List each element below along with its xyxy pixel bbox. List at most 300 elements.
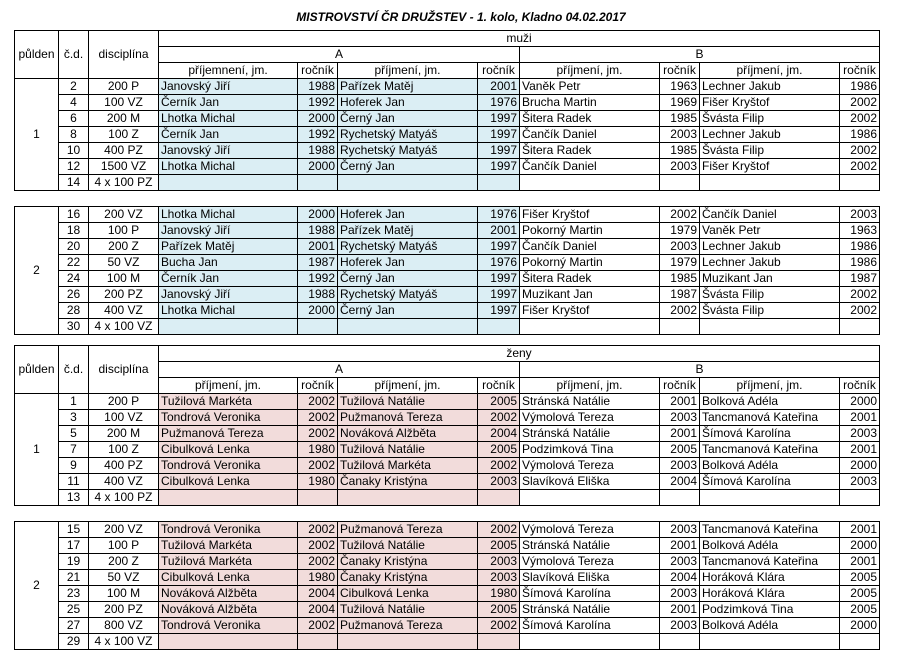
event-number: 10 bbox=[59, 143, 89, 159]
table-row bbox=[15, 271, 880, 287]
athlete-name: Černík Jan bbox=[159, 127, 298, 143]
athlete-name: Janovský Jiří bbox=[159, 287, 298, 303]
birth-year bbox=[478, 490, 520, 506]
athlete-name: Horáková Klára bbox=[700, 586, 840, 602]
table-row bbox=[15, 79, 880, 95]
birth-year: 2000 bbox=[840, 618, 880, 634]
birth-year: 2005 bbox=[840, 602, 880, 618]
birth-year: 2004 bbox=[660, 570, 700, 586]
birth-year: 2002 bbox=[840, 95, 880, 111]
header-team-a: A bbox=[159, 47, 520, 63]
athlete-name: Tužilová Natálie bbox=[338, 538, 478, 554]
page-title: MISTROVSTVÍ ČR DRUŽSTEV - 1. kolo, Kladno 04.02.2017 bbox=[296, 10, 626, 24]
header-rocnik: ročník bbox=[478, 63, 520, 79]
athlete-name: Lhotka Michal bbox=[159, 207, 298, 223]
table-row bbox=[15, 634, 880, 650]
discipline: 200 M bbox=[89, 111, 159, 127]
birth-year: 1988 bbox=[298, 79, 338, 95]
athlete-name: Šímová Karolína bbox=[520, 618, 660, 634]
birth-year: 2003 bbox=[840, 207, 880, 223]
table-row bbox=[15, 111, 880, 127]
birth-year: 2002 bbox=[478, 410, 520, 426]
athlete-name: Fišer Kryštof bbox=[700, 95, 840, 111]
athlete-name: Rychetský Matyáš bbox=[338, 239, 478, 255]
athlete-name: Bolková Adéla bbox=[700, 394, 840, 410]
athlete-name bbox=[338, 634, 478, 650]
birth-year bbox=[298, 319, 338, 335]
discipline: 100 Z bbox=[89, 442, 159, 458]
event-number: 30 bbox=[59, 319, 89, 335]
birth-year bbox=[298, 175, 338, 191]
athlete-name: Černík Jan bbox=[159, 95, 298, 111]
athlete-name: Pužmanová Tereza bbox=[159, 426, 298, 442]
athlete-name: Pokorný Martin bbox=[520, 223, 660, 239]
birth-year: 2005 bbox=[478, 602, 520, 618]
birth-year: 2005 bbox=[840, 586, 880, 602]
header-name: příjemnení, jm. bbox=[159, 63, 298, 79]
athlete-name: Švásta Filip bbox=[700, 143, 840, 159]
athlete-name: Pokorný Martin bbox=[520, 255, 660, 271]
birth-year: 2002 bbox=[298, 394, 338, 410]
birth-year: 2005 bbox=[840, 570, 880, 586]
table-row bbox=[15, 586, 880, 602]
table-row bbox=[15, 474, 880, 490]
athlete-name: Tužilová Natálie bbox=[338, 394, 478, 410]
table-row bbox=[15, 442, 880, 458]
birth-year: 1997 bbox=[478, 159, 520, 175]
event-number: 19 bbox=[59, 554, 89, 570]
athlete-name: Bucha Jan bbox=[159, 255, 298, 271]
birth-year: 2000 bbox=[298, 111, 338, 127]
athlete-name: Pařízek Matěj bbox=[159, 239, 298, 255]
birth-year: 1976 bbox=[478, 255, 520, 271]
discipline: 200 PZ bbox=[89, 602, 159, 618]
birth-year: 2002 bbox=[298, 538, 338, 554]
birth-year: 1997 bbox=[478, 303, 520, 319]
birth-year bbox=[478, 634, 520, 650]
athlete-name: Švásta Filip bbox=[700, 287, 840, 303]
birth-year: 1997 bbox=[478, 239, 520, 255]
athlete-name bbox=[520, 175, 660, 191]
event-number: 9 bbox=[59, 458, 89, 474]
table-row bbox=[15, 255, 880, 271]
half-day-label: 1 bbox=[15, 394, 59, 506]
birth-year: 2004 bbox=[298, 602, 338, 618]
birth-year bbox=[840, 634, 880, 650]
athlete-name: Čančík Daniel bbox=[520, 159, 660, 175]
athlete-name bbox=[159, 490, 298, 506]
discipline: 100 VZ bbox=[89, 95, 159, 111]
birth-year: 2000 bbox=[298, 207, 338, 223]
athlete-name: Podzimková Tina bbox=[520, 442, 660, 458]
table-row bbox=[15, 239, 880, 255]
birth-year: 1997 bbox=[478, 143, 520, 159]
birth-year: 1980 bbox=[298, 474, 338, 490]
birth-year: 2000 bbox=[840, 458, 880, 474]
athlete-name bbox=[338, 490, 478, 506]
event-number: 29 bbox=[59, 634, 89, 650]
athlete-name: Šímová Karolína bbox=[700, 474, 840, 490]
table-row bbox=[15, 303, 880, 319]
discipline: 800 VZ bbox=[89, 618, 159, 634]
athlete-name: Vaněk Petr bbox=[700, 223, 840, 239]
athlete-name: Bolková Adéla bbox=[700, 618, 840, 634]
athlete-name: Horáková Klára bbox=[700, 570, 840, 586]
athlete-name: Stránská Natálie bbox=[520, 602, 660, 618]
birth-year: 2003 bbox=[478, 570, 520, 586]
birth-year: 2001 bbox=[840, 554, 880, 570]
results-table-women bbox=[14, 345, 880, 650]
discipline: 1500 VZ bbox=[89, 159, 159, 175]
birth-year: 1997 bbox=[478, 287, 520, 303]
birth-year bbox=[298, 634, 338, 650]
table-row bbox=[15, 602, 880, 618]
athlete-name: Hoferek Jan bbox=[338, 255, 478, 271]
athlete-name: Tužilová Markéta bbox=[159, 538, 298, 554]
header-cd: č.d. bbox=[59, 31, 89, 79]
athlete-name: Tancmanová Kateřina bbox=[700, 442, 840, 458]
event-number: 18 bbox=[59, 223, 89, 239]
discipline: 4 x 100 PZ bbox=[89, 490, 159, 506]
discipline: 100 P bbox=[89, 538, 159, 554]
birth-year: 2001 bbox=[478, 223, 520, 239]
birth-year: 2002 bbox=[840, 159, 880, 175]
table-row bbox=[15, 554, 880, 570]
header-name: příjmení, jm. bbox=[159, 378, 298, 394]
athlete-name: Fišer Kryštof bbox=[520, 303, 660, 319]
birth-year: 2000 bbox=[298, 303, 338, 319]
athlete-name: Muzikant Jan bbox=[700, 271, 840, 287]
birth-year: 1997 bbox=[478, 127, 520, 143]
event-number: 6 bbox=[59, 111, 89, 127]
birth-year: 2003 bbox=[840, 426, 880, 442]
athlete-name: Černý Jan bbox=[338, 111, 478, 127]
athlete-name: Čanaky Kristýna bbox=[338, 554, 478, 570]
header-rocnik: ročník bbox=[840, 378, 880, 394]
athlete-name: Šitera Radek bbox=[520, 111, 660, 127]
discipline: 200 VZ bbox=[89, 207, 159, 223]
birth-year: 1980 bbox=[298, 570, 338, 586]
birth-year: 2000 bbox=[840, 538, 880, 554]
results-table-men bbox=[14, 30, 880, 335]
athlete-name bbox=[520, 319, 660, 335]
birth-year: 2003 bbox=[660, 458, 700, 474]
birth-year: 1979 bbox=[660, 223, 700, 239]
table-row bbox=[15, 458, 880, 474]
athlete-name: Šímová Karolína bbox=[520, 586, 660, 602]
discipline: 100 P bbox=[89, 223, 159, 239]
athlete-name bbox=[159, 634, 298, 650]
birth-year: 2002 bbox=[840, 287, 880, 303]
athlete-name: Cibulková Lenka bbox=[159, 442, 298, 458]
birth-year: 2002 bbox=[298, 554, 338, 570]
athlete-name: Tužilová Markéta bbox=[159, 554, 298, 570]
athlete-name: Pužmanová Tereza bbox=[338, 618, 478, 634]
discipline: 400 VZ bbox=[89, 303, 159, 319]
athlete-name: Černý Jan bbox=[338, 159, 478, 175]
discipline: 100 VZ bbox=[89, 410, 159, 426]
event-number: 20 bbox=[59, 239, 89, 255]
table-row bbox=[15, 426, 880, 442]
birth-year: 2002 bbox=[298, 618, 338, 634]
discipline: 400 PZ bbox=[89, 143, 159, 159]
birth-year: 2003 bbox=[840, 474, 880, 490]
birth-year: 2003 bbox=[660, 410, 700, 426]
athlete-name: Slavíková Eliška bbox=[520, 570, 660, 586]
athlete-name: Hoferek Jan bbox=[338, 95, 478, 111]
birth-year: 2004 bbox=[298, 586, 338, 602]
athlete-name: Bolková Adéla bbox=[700, 538, 840, 554]
table-row bbox=[15, 143, 880, 159]
header-rocnik: ročník bbox=[478, 378, 520, 394]
athlete-name: Stránská Natálie bbox=[520, 538, 660, 554]
birth-year: 1969 bbox=[660, 95, 700, 111]
athlete-name: Čanaky Kristýna bbox=[338, 570, 478, 586]
athlete-name: Slavíková Eliška bbox=[520, 474, 660, 490]
birth-year: 2001 bbox=[298, 239, 338, 255]
discipline: 200 M bbox=[89, 426, 159, 442]
athlete-name: Čančík Daniel bbox=[700, 207, 840, 223]
athlete-name: Tancmanová Kateřina bbox=[700, 522, 840, 538]
discipline: 200 PZ bbox=[89, 287, 159, 303]
birth-year: 2001 bbox=[660, 538, 700, 554]
athlete-name bbox=[520, 634, 660, 650]
birth-year: 2001 bbox=[478, 79, 520, 95]
athlete-name: Lhotka Michal bbox=[159, 159, 298, 175]
birth-year: 1985 bbox=[660, 143, 700, 159]
athlete-name: Janovský Jiří bbox=[159, 79, 298, 95]
header-disciplina: disciplína bbox=[89, 31, 159, 79]
event-number: 5 bbox=[59, 426, 89, 442]
athlete-name: Čanaky Kristýna bbox=[338, 474, 478, 490]
event-number: 17 bbox=[59, 538, 89, 554]
athlete-name: Čančík Daniel bbox=[520, 239, 660, 255]
athlete-name bbox=[700, 490, 840, 506]
athlete-name: Nováková Alžběta bbox=[159, 586, 298, 602]
birth-year: 1986 bbox=[840, 79, 880, 95]
half-day-label: 2 bbox=[15, 522, 59, 650]
birth-year: 1987 bbox=[660, 287, 700, 303]
athlete-name: Podzimková Tina bbox=[700, 602, 840, 618]
birth-year: 2002 bbox=[298, 410, 338, 426]
athlete-name: Stránská Natálie bbox=[520, 426, 660, 442]
athlete-name: Brucha Martin bbox=[520, 95, 660, 111]
header-rocnik: ročník bbox=[660, 63, 700, 79]
header-name: příjmení, jm. bbox=[700, 378, 840, 394]
event-number: 21 bbox=[59, 570, 89, 586]
athlete-name: Výmolová Tereza bbox=[520, 554, 660, 570]
discipline: 100 Z bbox=[89, 127, 159, 143]
athlete-name: Černík Jan bbox=[159, 271, 298, 287]
athlete-name: Tondrová Veronika bbox=[159, 618, 298, 634]
half-day-label: 1 bbox=[15, 79, 59, 191]
athlete-name: Cibulková Lenka bbox=[338, 586, 478, 602]
birth-year: 2005 bbox=[478, 538, 520, 554]
birth-year bbox=[660, 490, 700, 506]
athlete-name bbox=[700, 634, 840, 650]
event-number: 7 bbox=[59, 442, 89, 458]
header-pulden: půlden bbox=[15, 346, 59, 394]
birth-year: 2002 bbox=[660, 303, 700, 319]
athlete-name bbox=[700, 175, 840, 191]
birth-year bbox=[840, 319, 880, 335]
birth-year: 1988 bbox=[298, 223, 338, 239]
discipline: 4 x 100 VZ bbox=[89, 319, 159, 335]
header-team-b: B bbox=[520, 362, 880, 378]
header-rocnik: ročník bbox=[298, 63, 338, 79]
birth-year: 1976 bbox=[478, 207, 520, 223]
athlete-name bbox=[159, 319, 298, 335]
birth-year: 2002 bbox=[478, 458, 520, 474]
birth-year: 2000 bbox=[840, 394, 880, 410]
header-team-b: B bbox=[520, 47, 880, 63]
event-number: 4 bbox=[59, 95, 89, 111]
athlete-name bbox=[159, 175, 298, 191]
athlete-name: Hoferek Jan bbox=[338, 207, 478, 223]
table-row bbox=[15, 95, 880, 111]
birth-year: 2001 bbox=[840, 442, 880, 458]
table-row bbox=[15, 538, 880, 554]
birth-year: 1986 bbox=[840, 255, 880, 271]
discipline: 400 VZ bbox=[89, 474, 159, 490]
table-row bbox=[15, 490, 880, 506]
birth-year: 2001 bbox=[660, 426, 700, 442]
event-number: 12 bbox=[59, 159, 89, 175]
event-number: 26 bbox=[59, 287, 89, 303]
table-row bbox=[15, 159, 880, 175]
spacer-row bbox=[15, 506, 880, 522]
discipline: 100 M bbox=[89, 586, 159, 602]
birth-year: 1987 bbox=[298, 255, 338, 271]
birth-year: 1963 bbox=[840, 223, 880, 239]
event-number: 11 bbox=[59, 474, 89, 490]
discipline: 4 x 100 VZ bbox=[89, 634, 159, 650]
athlete-name: Lechner Jakub bbox=[700, 239, 840, 255]
athlete-name: Janovský Jiří bbox=[159, 143, 298, 159]
event-number: 1 bbox=[59, 394, 89, 410]
discipline: 4 x 100 PZ bbox=[89, 175, 159, 191]
birth-year: 2001 bbox=[840, 410, 880, 426]
header-team-a: A bbox=[159, 362, 520, 378]
birth-year: 2002 bbox=[298, 522, 338, 538]
athlete-name: Výmolová Tereza bbox=[520, 522, 660, 538]
athlete-name: Janovský Jiří bbox=[159, 223, 298, 239]
birth-year bbox=[478, 319, 520, 335]
discipline: 200 Z bbox=[89, 239, 159, 255]
athlete-name: Cibulková Lenka bbox=[159, 570, 298, 586]
athlete-name: Černý Jan bbox=[338, 271, 478, 287]
event-number: 24 bbox=[59, 271, 89, 287]
birth-year: 2003 bbox=[660, 522, 700, 538]
discipline: 50 VZ bbox=[89, 570, 159, 586]
birth-year: 1992 bbox=[298, 95, 338, 111]
birth-year: 2003 bbox=[660, 239, 700, 255]
birth-year: 2005 bbox=[478, 442, 520, 458]
table-row bbox=[15, 319, 880, 335]
birth-year bbox=[660, 634, 700, 650]
birth-year: 1980 bbox=[298, 442, 338, 458]
birth-year: 2002 bbox=[840, 143, 880, 159]
birth-year: 2001 bbox=[840, 522, 880, 538]
birth-year: 1980 bbox=[478, 586, 520, 602]
athlete-name: Lechner Jakub bbox=[700, 127, 840, 143]
half-day-label: 2 bbox=[15, 207, 59, 335]
event-number: 8 bbox=[59, 127, 89, 143]
event-number: 3 bbox=[59, 410, 89, 426]
birth-year: 1988 bbox=[298, 287, 338, 303]
header-name: příjmení, jm. bbox=[520, 378, 660, 394]
header-name: příjmení, jm. bbox=[520, 63, 660, 79]
table-row bbox=[15, 410, 880, 426]
athlete-name: Tužilová Natálie bbox=[338, 602, 478, 618]
birth-year: 2003 bbox=[660, 127, 700, 143]
athlete-name: Tužilová Natálie bbox=[338, 442, 478, 458]
birth-year: 2002 bbox=[298, 458, 338, 474]
athlete-name: Šitera Radek bbox=[520, 271, 660, 287]
athlete-name bbox=[700, 319, 840, 335]
athlete-name: Lhotka Michal bbox=[159, 111, 298, 127]
athlete-name: Tondrová Veronika bbox=[159, 458, 298, 474]
event-number: 25 bbox=[59, 602, 89, 618]
athlete-name: Lhotka Michal bbox=[159, 303, 298, 319]
birth-year: 1985 bbox=[660, 271, 700, 287]
header-gender: ženy bbox=[159, 346, 880, 362]
athlete-name: Pařízek Matěj bbox=[338, 79, 478, 95]
athlete-name: Fišer Kryštof bbox=[520, 207, 660, 223]
athlete-name: Pařízek Matěj bbox=[338, 223, 478, 239]
athlete-name: Nováková Alžběta bbox=[159, 602, 298, 618]
event-number: 15 bbox=[59, 522, 89, 538]
discipline: 200 P bbox=[89, 394, 159, 410]
birth-year: 1992 bbox=[298, 127, 338, 143]
athlete-name bbox=[338, 175, 478, 191]
event-number: 23 bbox=[59, 586, 89, 602]
discipline: 400 PZ bbox=[89, 458, 159, 474]
header-cd: č.d. bbox=[59, 346, 89, 394]
birth-year: 1976 bbox=[478, 95, 520, 111]
table-row bbox=[15, 207, 880, 223]
table-row bbox=[15, 618, 880, 634]
birth-year: 1986 bbox=[840, 239, 880, 255]
birth-year bbox=[478, 175, 520, 191]
athlete-name: Bolková Adéla bbox=[700, 458, 840, 474]
birth-year: 1997 bbox=[478, 271, 520, 287]
athlete-name: Lechner Jakub bbox=[700, 255, 840, 271]
header-gender: muži bbox=[159, 31, 880, 47]
birth-year: 1987 bbox=[840, 271, 880, 287]
athlete-name: Šímová Karolína bbox=[700, 426, 840, 442]
birth-year: 2003 bbox=[478, 554, 520, 570]
birth-year: 2005 bbox=[478, 394, 520, 410]
birth-year: 1997 bbox=[478, 111, 520, 127]
birth-year: 2002 bbox=[840, 111, 880, 127]
athlete-name: Pužmanová Tereza bbox=[338, 410, 478, 426]
birth-year: 2002 bbox=[660, 207, 700, 223]
birth-year: 2002 bbox=[840, 303, 880, 319]
table-row bbox=[15, 522, 880, 538]
table-row bbox=[15, 287, 880, 303]
birth-year: 2004 bbox=[478, 426, 520, 442]
athlete-name: Tancmanová Kateřina bbox=[700, 410, 840, 426]
birth-year: 1985 bbox=[660, 111, 700, 127]
athlete-name: Fišer Kryštof bbox=[700, 159, 840, 175]
event-number: 16 bbox=[59, 207, 89, 223]
header-pulden: půlden bbox=[15, 31, 59, 79]
table-row bbox=[15, 175, 880, 191]
birth-year: 2002 bbox=[298, 426, 338, 442]
birth-year: 2004 bbox=[660, 474, 700, 490]
birth-year bbox=[840, 175, 880, 191]
